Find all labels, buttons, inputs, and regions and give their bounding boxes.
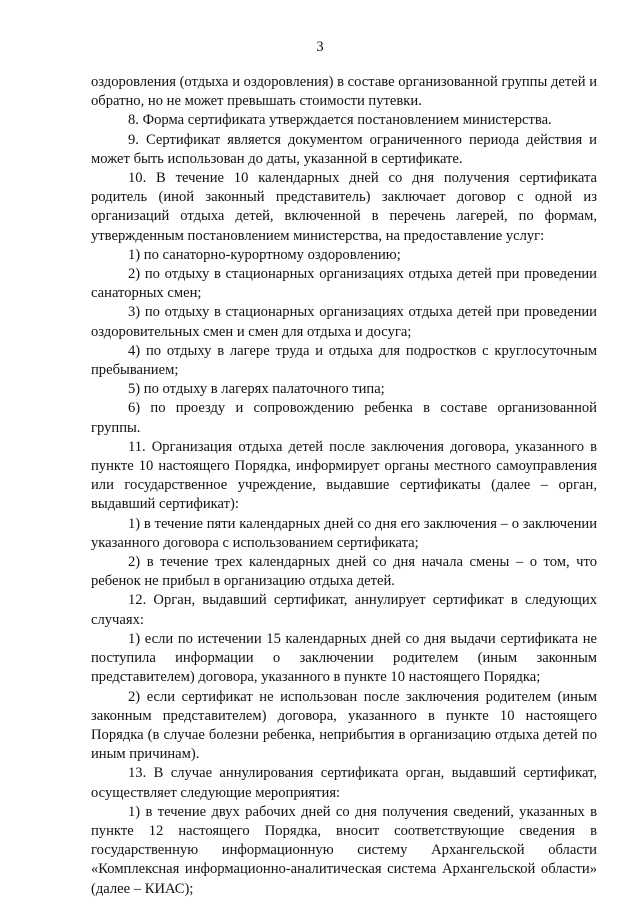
paragraph-item-13: 13. В случае аннулирования сертификата орган, выдавший сертификат, осуществляет следующие мероприятия:	[91, 765, 597, 801]
subitem-10-1: 1) по санаторно-курортному оздоровлению;	[128, 246, 401, 263]
subitem-10-6: 6) по проезду и сопровождению ребенка в составе организованной группы.	[91, 400, 597, 436]
subitem-10-3: 3) по отдыху в стационарных организациях отдыха детей при проведении оздоровительных смен и смен для отдыха и досуга;	[91, 304, 597, 340]
paragraph-item-9: 9. Сертификат является документом ограниченного периода действия и может быть использован до даты, указанной в сертификате.	[91, 131, 597, 167]
subitem-11-1: 1) в течение пяти календарных дней со дня его заключения – о заключении указанного договора с использованием сертификата;	[91, 515, 597, 551]
subitem-12-2: 2) если сертификат не использован после заключения родителем (иным законным представителем) договора, указанного в пункте 10 настоящего Порядка (в случае болезни ребенка, неприбытия в организацию отдыха детей по иным причинам).	[91, 688, 597, 763]
subitem-10-2: 2) по отдыху в стационарных организациях отдыха детей при проведении санаторных смен;	[91, 266, 597, 302]
paragraph-item-11: 11. Организация отдыха детей после заключения договора, указанного в пункте 10 настоящего Порядка, информирует органы местного самоуправления или государственное учреждение, выдавшие сертификаты (далее – орган, выдавший сертификат):	[91, 438, 597, 513]
document-body	[91, 73, 597, 899]
paragraph-continuation: оздоровления (отдыха и оздоровления) в составе организованной группы детей и обратно, но не может превышать стоимости путевки.	[91, 74, 597, 110]
paragraph-item-8: 8. Форма сертификата утверждается постановлением министерства.	[128, 112, 552, 129]
paragraph-item-10: 10. В течение 10 календарных дней со дня получения сертификата родитель (иной законный представитель) заключает договор с одной из организаций отдыха детей, включенной в перечень лагерей, по формам, утвержденным постановлением министерства, на предоставление услуг:	[91, 170, 597, 244]
page-number: 3	[316, 39, 324, 55]
subitem-11-2: 2) в течение трех календарных дней со дня начала смены – о том, что ребенок не прибыл в организацию отдыха детей.	[91, 554, 597, 590]
subitem-10-4: 4) по отдыху в лагере труда и отдыха для подростков с круглосуточным пребыванием;	[91, 342, 597, 379]
paragraph-item-12: 12. Орган, выдавший сертификат, аннулирует сертификат в следующих случаях:	[91, 592, 597, 628]
subitem-13-1: 1) в течение двух рабочих дней со дня получения сведений, указанных в пункте 12 настоящего Порядка, вносит соответствующие сведения в государственную информационную систему Архангельской области «Комплексная информационно-аналитическая система Архангельской области» (далее – КИАС);	[91, 803, 597, 897]
subitem-12-1: 1) если по истечении 15 календарных дней со дня выдачи сертификата не поступила информации о заключении родителем (иным законным представителем) договора, указанного в пункте 10 настоящего Порядка;	[91, 630, 597, 686]
subitem-10-5: 5) по отдыху в лагерях палаточного типа;	[128, 381, 385, 398]
